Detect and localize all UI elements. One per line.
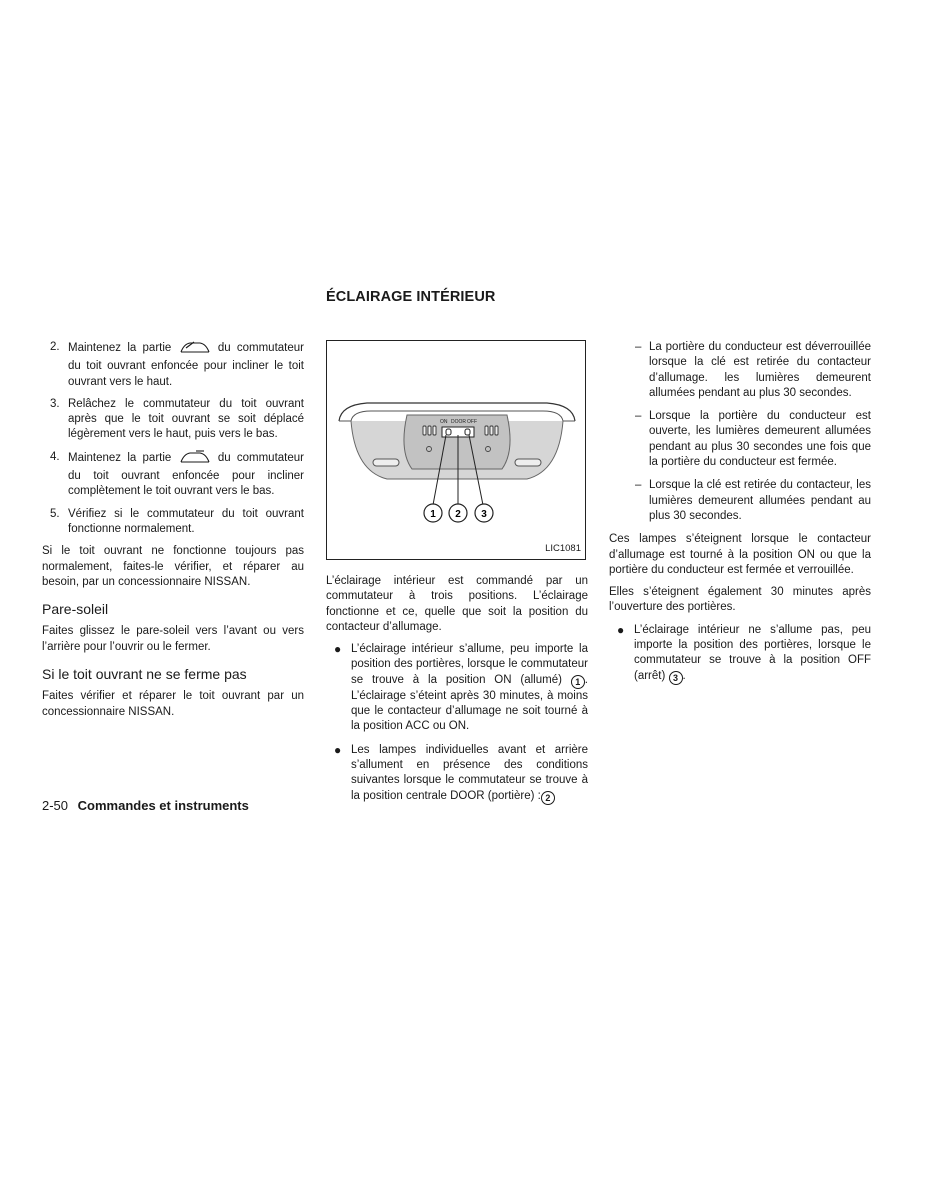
step-text: Maintenez la partie <box>68 342 172 354</box>
column-conditions <box>609 340 871 693</box>
sunroof-tilt-up-icon <box>178 340 212 359</box>
heading-sun-visor: Pare-soleil <box>42 601 109 618</box>
dash-mark: – <box>635 410 642 423</box>
callout-2: 2 <box>455 509 461 520</box>
section-title: ÉCLAIRAGE INTÉRIEUR <box>326 289 496 305</box>
step-number: 5. <box>50 507 60 520</box>
condition-text: Lorsque la clé est retirée du contacteur, les lumières demeurent allumées pendant au plus 30 secondes. <box>649 479 871 522</box>
sunroof-tilt-down-icon <box>178 450 212 469</box>
condition-text: La portière du conducteur est déverrouillée lorsque la clé est retirée du contacteur d’allumage. les lumières demeurent allumées pendant au plus 30 secondes. <box>649 341 871 399</box>
dash-mark: – <box>635 341 642 353</box>
step-3 <box>42 397 304 443</box>
paragraph-lamps-off: Ces lampes s’éteignent lorsque le contacteur d’allumage est tourné à la position ON ou que la portière du conducteur est fermée et verrouillée. <box>609 533 871 576</box>
step-text-cont: du commutateur du toit ouvrant enfoncée pour incliner complètement le toit ouvrant vers le bas. <box>68 451 304 498</box>
bullet-text: Les lampes individuelles avant et arrière s’allument en présence des conditions suivantes lorsque le commutateur se trouve à la position centrale DOOR (portière) : <box>351 743 588 802</box>
column-interior-light <box>326 340 588 813</box>
page-number: 2-50 <box>42 798 69 813</box>
condition-door-open <box>609 409 871 470</box>
paragraph-sun-visor: Faites glissez le pare-soleil vers l’avant ou vers l’arrière pour l’ouvrir ou le fermer. <box>42 625 304 653</box>
figure-code: LIC1081 <box>545 542 581 554</box>
heading-sunroof-not-closing: Si le toit ouvrant ne se ferme pas <box>42 666 247 683</box>
dash-mark: – <box>635 479 642 492</box>
condition-key-removed <box>609 478 871 524</box>
page-footer <box>42 798 249 813</box>
bullet-text-cont: . <box>682 669 686 682</box>
map-light-illustration <box>326 340 586 560</box>
paragraph-30-minutes: Elles s’éteignent également 30 minutes après l’ouverture des portières. <box>609 586 871 614</box>
column-sunroof <box>42 340 304 727</box>
step-text: Vérifiez si le commutateur du toit ouvrant fonctionne normalement. <box>68 507 304 535</box>
callout-1: 1 <box>430 509 436 520</box>
callout-ref-1: 1 <box>571 675 585 689</box>
step-4 <box>42 450 304 500</box>
paragraph-dealer: Si le toit ouvrant ne fonctionne toujours pas normalement, faites-le vérifier, et réparer au besoin, par un concessionnaire NISSAN. <box>42 545 304 588</box>
bullet-text: L’éclairage intérieur ne s’allume pas, peu importe la position des portières, lorsque le commutateur se trouve à la position OFF (arrêt) <box>634 623 871 682</box>
paragraph-sunroof-not-closing: Faites vérifier et réparer le toit ouvrant par un concessionnaire NISSAN. <box>42 690 304 718</box>
bullet-icon: ● <box>334 642 342 657</box>
switch-label-door: DOOR <box>451 419 466 425</box>
callout-3: 3 <box>481 509 487 520</box>
switch-label-on: ON <box>440 419 448 425</box>
callout-ref-3: 3 <box>669 671 683 685</box>
bullet-door-position <box>326 743 588 805</box>
bullet-off-position <box>609 623 871 685</box>
bullet-icon: ● <box>334 742 342 757</box>
step-number: 4. <box>50 450 60 463</box>
step-number: 3. <box>50 397 60 410</box>
step-5 <box>42 507 304 538</box>
bullet-on-position <box>326 642 588 734</box>
step-text-cont: du commutateur du toit ouvrant enfoncée pour incliner le toit ouvrant vers le haut. <box>68 342 304 388</box>
condition-unlock <box>609 340 871 401</box>
paragraph-intro: L’éclairage intérieur est commandé par un commutateur à trois positions. L’éclairage fonctionne et ce, quelle que soit la position du contacteur d’allumage. <box>326 575 588 633</box>
callout-ref-2: 2 <box>541 791 555 805</box>
step-number: 2. <box>50 341 60 353</box>
bullet-text: L’éclairage intérieur s’allume, peu importe la position des portières, lorsque le commutateur se trouve à la position ON (allumé) <box>351 643 588 686</box>
switch-label-off: OFF <box>467 419 477 425</box>
chapter-title: Commandes et instruments <box>77 798 249 813</box>
map-light-drawing <box>327 341 587 561</box>
step-text: Relâchez le commutateur du toit ouvrant après que le toit ouvrant se soit déplacé légèrement vers le haut, puis vers le bas. <box>68 397 304 441</box>
bullet-text-cont: . L’éclairage s’éteint après 30 minutes, à moins que le contacteur d’allumage ne soit tourné à la position ACC ou ON. <box>351 673 588 733</box>
step-2 <box>42 340 304 390</box>
step-text: Maintenez la partie <box>68 451 172 464</box>
bullet-icon: ● <box>617 622 625 637</box>
condition-text: Lorsque la portière du conducteur est ouverte, les lumières demeurent allumées pendant au plus 30 secondes une fois que la portière du conducteur est fermée. <box>649 410 871 469</box>
